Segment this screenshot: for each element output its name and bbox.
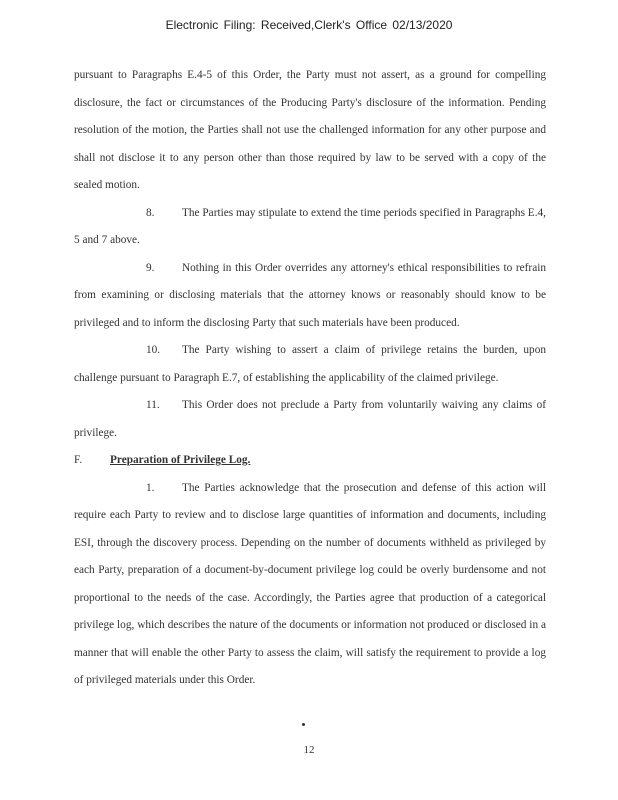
paragraph-9 bbox=[74, 255, 546, 338]
stray-mark bbox=[302, 723, 305, 726]
paragraph-number: 11. bbox=[146, 399, 160, 411]
paragraph-text: This Order does not preclude a Party from voluntarily waiving any claims of privilege. bbox=[74, 399, 546, 439]
paragraph-number: 9. bbox=[146, 261, 155, 274]
page-number: 12 bbox=[303, 744, 315, 756]
paragraph-text: The Parties may stipulate to extend the time periods specified in Paragraphs E.4, 5 and 7 above. bbox=[74, 206, 546, 246]
document-body bbox=[74, 62, 546, 695]
paragraph-f1 bbox=[74, 475, 546, 695]
paragraph-number: 1. bbox=[146, 481, 155, 494]
paragraph-number: 8. bbox=[146, 206, 155, 219]
paragraph-11 bbox=[74, 392, 546, 447]
paragraph-text: The Party wishing to assert a claim of privilege retains the burden, upon challenge pursuant to Paragraph E.7, of establishing the applicability of the claimed privilege. bbox=[74, 344, 546, 384]
paragraph-8 bbox=[74, 200, 546, 255]
continued-paragraph: pursuant to Paragraphs E.4-5 of this Order, the Party must not assert, as a ground for compelling disclosure, the fact or circumstances of the Producing Party's disclosure of the information. Pending resolution of the motion, the Parties shall not use the challenged information for any other purpose and shall not disclose it to any person other than those required by law to be served with a copy of the sealed motion. bbox=[74, 69, 546, 191]
paragraph-10 bbox=[74, 337, 546, 392]
paragraph-text: The Parties acknowledge that the prosecution and defense of this action will require each Party to review and to disclose large quantities of information and documents, including ESI, through the discovery process. Depending on the number of documents withheld as privileged by each Party, preparation of a document-by-document privilege log could be overly burdensome and not proportional to the needs of the case. Accordingly, the Parties agree that production of a categorical privilege log, which describes the nature of the documents or information not produced or disclosed in a manner that will enable the other Party to assess the claim, will satisfy the requirement to provide a log of privileged materials under this Order. bbox=[74, 481, 546, 686]
section-letter: F. bbox=[74, 454, 83, 466]
section-title: Preparation of Privilege Log. bbox=[110, 454, 251, 466]
filing-stamp-header: Electronic Filing: Received,Clerk's Office 02/13/2020 bbox=[165, 18, 453, 32]
paragraph-number: 10. bbox=[146, 344, 161, 356]
paragraph-text: Nothing in this Order overrides any attorney's ethical responsibilities to refrain from examining or disclosing materials that the attorney knows or reasonably should know to be privileged and to inform the disclosing Party that such materials have been produced. bbox=[74, 261, 546, 329]
section-heading-f bbox=[74, 447, 546, 475]
